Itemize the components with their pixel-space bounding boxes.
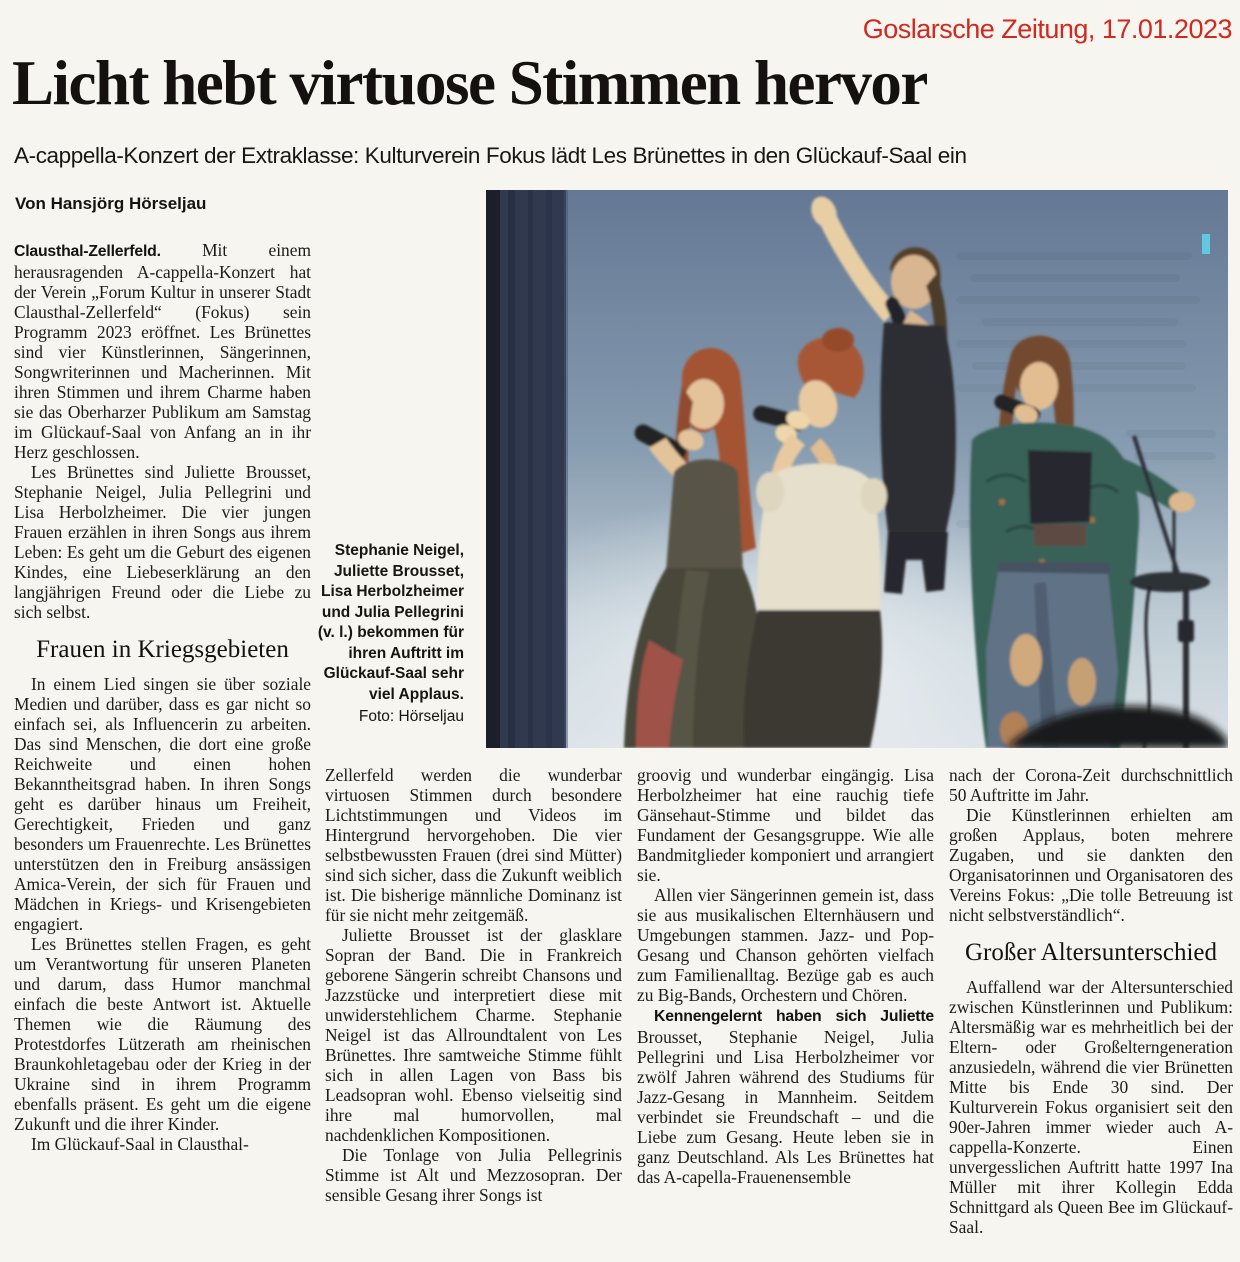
photo-caption: [316, 541, 464, 728]
byline: Von Hansjörg Hörseljau: [15, 194, 207, 213]
dateline: Clausthal-Zellerfeld.: [14, 243, 161, 260]
concert-photo-illustration: [486, 190, 1228, 748]
photo-wash-overlay: [486, 190, 1228, 748]
article-paragraph: Zellerfeld werden die wunderbar virtuosen Stimmen durch besondere Lichtstimmungen und Videos im Hintergrund hervorgehoben. Die vier selbstbewussten Frauen (drei sind Mütter) sind sich sicher, dass die Zukunft weiblich ist. Die bisherige männliche Dominanz ist für sie nicht mehr zeitgemäß.: [325, 765, 622, 925]
article-paragraph: Les Brünettes stellen Fragen, es geht um Verantwortung für unseren Planeten und darum, dass Humor manchmal einfach die beste Antwort ist. Aktuelle Themen wie die Räumung des Protestdorfes Lützerath am rheinischen Braunkohletagebau oder der Krieg in der Ukraine sind in ihrem Programm ebenfalls präsent. Es geht um die eigene Zukunft und die ihrer Kinder.: [14, 933, 311, 1134]
paragraph-text: Mit einem herausragenden A-cappella-Konzert hat der Verein „Forum Kultur in unserer Stadt Clausthal-Zellerfeld“ (Fokus) sein Programm 2023 eröffnet. Les Brünettes sind vier Künstlerinnen, Sängerinnen, Songwriterinnen und Macherinnen. Mit ihren Stimmen und ihrem Charme haben sie das Oberharzer Publikum am Samstag im Glückauf-Saal von Anfang an in ihr Herz geschlossen.: [14, 240, 311, 462]
concert-photo: [486, 190, 1228, 748]
article-paragraph: Allen vier Sängerinnen gemein ist, dass sie aus musikalischen Elternhäusern und Umgebungen stammen. Jazz- und Pop-Gesang und Chanson gehörten vielfach zum Familienalltag. Bezüge gab es auch zu Big-Bands, Orchestern und Chören.: [637, 885, 934, 1005]
article-paragraph: In einem Lied singen sie über soziale Medien und darüber, dass es gar nicht so einfach sei, als Influencerin zu arbeiten. Das sind Menschen, die dort eine große Reichweite und einen hohen Bekanntheitsgrad haben. In ihren Songs geht es darüber hinaus um Freiheit, Gerechtigkeit, Frieden und ganz besonders um Frauenrechte. Les Brünettes unterstützen den in Freiburg ansässigen Amica-Verein, der sich für Frauen und Mädchen in Kriegs- und Krisengebieten engagiert.: [14, 673, 311, 934]
headline: Licht hebt virtuose Stimmen hervor: [12, 48, 927, 118]
article-paragraph: groovig und wunderbar eingängig. Lisa Herbolzheimer hat eine rauchig tiefe Gänsehaut-Stimme und bildet das Fundament der Gesangsgruppe. Wie alle Bandmitglieder komponiert und arrangiert sie.: [637, 765, 934, 885]
article-column-2: [325, 765, 622, 1205]
article-paragraph: Die Tonlage von Julia Pellegrinis Stimme ist Alt und Mezzosopran. Der sensible Gesang ihrer Songs ist: [325, 1145, 622, 1205]
deck: A-cappella-Konzert der Extraklasse: Kulturverein Fokus lädt Les Brünettes in den Glückauf-Saal ein: [14, 143, 967, 168]
article-paragraph: nach der Corona-Zeit durchschnittlich 50 Auftritte im Jahr.: [949, 765, 1233, 805]
article-paragraph: Juliette Brousset ist der glasklare Sopran der Band. Die in Frankreich geborene Sängerin schreibt Chansons und Jazzstücke und interpretiert diese mit unwiderstehlichem Charme. Stephanie Neigel ist das Allroundtalent von Les Brünettes. Ihre samtweiche Stimme fühlt sich in allen Lagen von Bass bis Leadsopran wohl. Ebenso vielseitig sind ihre mal humorvollen, mal nachdenklichen Kompositionen.: [325, 925, 622, 1145]
section-subhead-alter: Großer Altersunterschied: [964, 939, 1217, 966]
bold-lead-in: Kennengelernt haben sich Juliette: [654, 1008, 934, 1025]
article-paragraph: [637, 1005, 934, 1187]
article-paragraph: Die Künstlerinnen erhielten am großen Applaus, boten mehrere Zugaben, und sie dankten den Organisatorinnen und Organisatoren des Vereins Fokus: „Die tolle Betreuung ist nicht selbstverständlich“.: [949, 805, 1233, 925]
photo-credit: Foto: Hörseljau: [358, 708, 464, 725]
article-paragraph: Les Brünettes sind Juliette Brousset, Stephanie Neigel, Julia Pellegrini und Lisa Herbolzheimer. Die vier jungen Frauen erzählen in ihren Songs aus ihrem Leben: Es geht um die Geburt des eigenen Kindes, eine Liebeserklärung an den langjährigen Freund oder die Liebe zu sich selbst.: [14, 462, 311, 622]
article-column-4: [949, 765, 1233, 1237]
masthead-date: Goslarsche Zeitung, 17.01.2023: [862, 14, 1232, 44]
article-paragraph: [14, 240, 311, 462]
article-paragraph: Im Glückauf-Saal in Clausthal-: [31, 1133, 249, 1154]
photo-caption-text: Stephanie Neigel, Juliette Brousset, Lisa Herbolzheimer und Julia Pellegrini (v. l.) bekommen für ihren Auftritt im Glückauf-Saal sehr viel Applaus.: [317, 542, 464, 703]
article-column-1: [14, 240, 311, 1154]
article-column-3: [637, 765, 934, 1187]
paragraph-text: Brousset, Stephanie Neigel, Julia Pellegrini und Lisa Herbolzheimer vor zwölf Jahren während des Studiums für Jazz-Gesang in Mannheim. Seitdem verbindet sie Freundschaft – und die Liebe zum Gesang. Heute leben sie in ganz Deutschland. Als Les Brünettes hat das A-capella-Frauenensemble: [637, 1027, 934, 1187]
article-paragraph: Auffallend war der Altersunterschied zwischen Künstlerinnen und Publikum: Altersmäßig war es mehrheitlich bei der Eltern- oder Großelterngeneration anzusiedeln, während die vier Brünetten Mitte bis Ende 30 sind. Der Kulturverein Fokus organisiert seit den 90er-Jahren immer wieder auch A-cappella-Konzerte. Einen unvergesslichen Auftritt hatte 1997 Ina Müller mit ihrer Kollegin Edda Schnittgard als Queen Bee im Glückauf-Saal.: [949, 976, 1233, 1237]
section-subhead-frauen: Frauen in Kriegsgebieten: [36, 636, 289, 663]
